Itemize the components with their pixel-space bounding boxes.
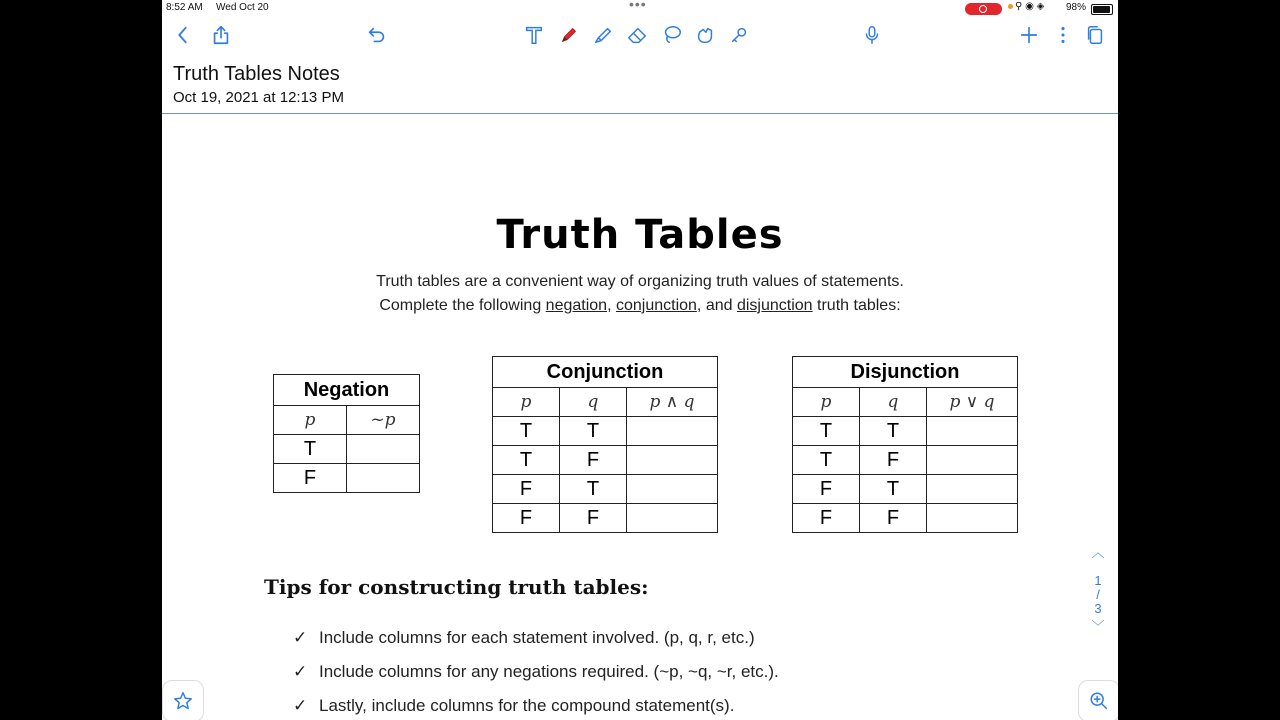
intro-line-2 [162, 297, 1118, 315]
battery-icon [1091, 4, 1113, 15]
intro-line-1: Truth tables are a convenient way of organizing truth values of statements. [376, 273, 904, 290]
disjunction-cell: T [860, 475, 927, 504]
status-date: Wed Oct 20 [216, 2, 269, 13]
negation-title: Negation [274, 375, 420, 406]
checkmark-icon: ✓ [293, 662, 308, 681]
more-icon[interactable] [1048, 20, 1078, 50]
conjunction-title: Conjunction [493, 357, 718, 388]
disjunction-cell: T [860, 417, 927, 446]
star-icon [172, 690, 194, 712]
battery-percent: 98% [1066, 2, 1087, 13]
conjunction-cell: T [493, 417, 560, 446]
checkmark-icon: ✓ [293, 628, 308, 647]
share-icon[interactable] [206, 20, 236, 50]
page-total: 3 [1094, 601, 1102, 616]
conjunction-cell: F [493, 504, 560, 533]
disjunction-header-pq: p ∨ q [927, 388, 1018, 417]
note-title[interactable]: Truth Tables Notes [173, 63, 340, 85]
disjunction-cell [927, 504, 1018, 533]
negation-header-notp: ~p [347, 406, 420, 435]
intro-comma: , [607, 297, 612, 314]
lasso-icon[interactable] [657, 20, 687, 50]
status-icons: ⚲ ◉ ◈ [1008, 1, 1044, 12]
conjunction-cell: F [560, 446, 627, 475]
disjunction-table [792, 356, 1018, 533]
intro-and: , and [696, 297, 733, 314]
intro-post: truth tables: [817, 297, 901, 314]
disjunction-cell [927, 417, 1018, 446]
mic-indicator-icon [1008, 4, 1013, 9]
app-screen [162, 0, 1118, 720]
tip-item [293, 696, 734, 716]
disjunction-cell: T [793, 417, 860, 446]
disjunction-cell: F [793, 504, 860, 533]
negation-cell: T [274, 435, 347, 464]
conjunction-header-pq: p ∧ q [627, 388, 718, 417]
toolbar [162, 18, 1118, 54]
conjunction-cell: F [493, 475, 560, 504]
link-icon[interactable] [724, 20, 754, 50]
conjunction-cell: T [560, 417, 627, 446]
intro-pre: Complete the following [379, 297, 542, 314]
element-icon[interactable] [690, 20, 720, 50]
conjunction-header-p: p [493, 388, 560, 417]
disjunction-title: Disjunction [793, 357, 1018, 388]
conjunction-cell [627, 475, 718, 504]
intro-negation: negation [545, 297, 608, 314]
tips-heading: Tips for constructing truth tables: [264, 575, 649, 599]
multitasking-dots-icon[interactable]: ••• [629, 0, 647, 12]
disjunction-cell [927, 446, 1018, 475]
tip-text: Lastly, include columns for the compound statement(s). [319, 696, 735, 715]
screen-recording-icon[interactable] [965, 3, 1002, 15]
conjunction-cell: F [560, 504, 627, 533]
conjunction-cell [627, 417, 718, 446]
negation-table [273, 374, 420, 493]
microphone-icon[interactable] [857, 20, 887, 50]
page-indicator [1088, 546, 1108, 634]
back-icon[interactable] [168, 20, 198, 50]
disjunction-cell: F [860, 446, 927, 475]
negation-cell [347, 464, 420, 493]
negation-header-p: p [274, 406, 347, 435]
conjunction-cell: T [560, 475, 627, 504]
add-icon[interactable] [1014, 20, 1044, 50]
disjunction-cell [927, 475, 1018, 504]
eraser-icon[interactable] [622, 20, 652, 50]
note-date: Oct 19, 2021 at 12:13 PM [173, 89, 344, 106]
negation-cell: F [274, 464, 347, 493]
zoom-in-icon [1088, 690, 1110, 712]
tip-text: Include columns for any negations required. (~p, ~q, ~r, etc.). [319, 662, 779, 681]
intro-disjunction: disjunction [736, 297, 813, 314]
disjunction-header-p: p [793, 388, 860, 417]
favorite-star-button[interactable] [162, 680, 204, 720]
document-heading: Truth Tables [496, 212, 784, 258]
pages-icon[interactable] [1080, 20, 1110, 50]
conjunction-header-q: q [560, 388, 627, 417]
disjunction-cell: F [860, 504, 927, 533]
text-tool-icon[interactable] [519, 20, 549, 50]
status-time: 8:52 AM [166, 2, 203, 13]
disjunction-header-q: q [860, 388, 927, 417]
undo-icon[interactable] [362, 20, 392, 50]
tip-item [293, 662, 779, 682]
page-down-icon[interactable]: ﹀ [1091, 619, 1105, 634]
checkmark-icon: ✓ [293, 696, 308, 715]
page-current: 1 [1094, 573, 1102, 588]
intro-conjunction: conjunction [615, 297, 697, 314]
conjunction-cell: T [493, 446, 560, 475]
conjunction-table [492, 356, 718, 533]
negation-cell [347, 435, 420, 464]
page-up-icon[interactable]: ︿ [1091, 545, 1105, 560]
tip-text: Include columns for each statement involved. (p, q, r, etc.) [319, 628, 755, 647]
highlighter-icon[interactable] [588, 20, 618, 50]
status-bar [162, 0, 1118, 18]
disjunction-cell: F [793, 475, 860, 504]
pen-icon[interactable] [554, 20, 584, 50]
tip-item [293, 628, 755, 648]
note-header [162, 56, 1118, 114]
disjunction-cell: T [793, 446, 860, 475]
zoom-button[interactable] [1078, 680, 1118, 720]
page-separator: / [1096, 587, 1100, 602]
conjunction-cell [627, 504, 718, 533]
conjunction-cell [627, 446, 718, 475]
